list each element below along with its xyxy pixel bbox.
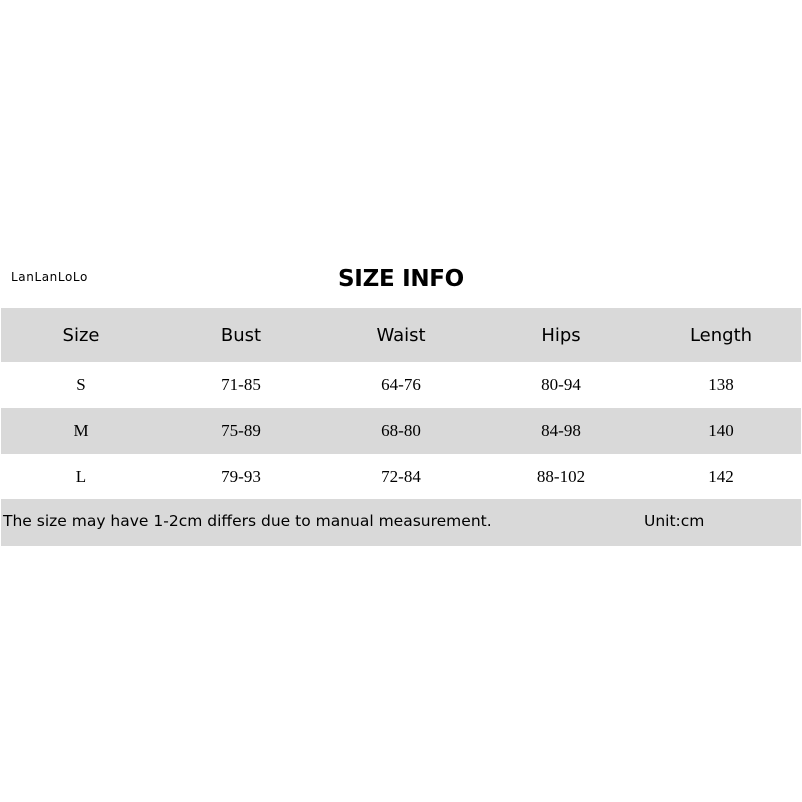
page-title: SIZE INFO bbox=[338, 266, 464, 292]
cell-waist: 68-80 bbox=[381, 421, 421, 440]
cell-hips: 88-102 bbox=[536, 467, 586, 486]
cell-length: 138 bbox=[708, 375, 734, 394]
footer-bar bbox=[1, 499, 801, 546]
brand-logo: LanLanLoLo bbox=[11, 270, 88, 284]
header-size: Size bbox=[62, 324, 100, 346]
table-header-row bbox=[1, 308, 801, 362]
cell-bust: 79-93 bbox=[221, 467, 261, 486]
cell-size: S bbox=[76, 375, 86, 394]
header-hips: Hips bbox=[541, 324, 581, 346]
table-row bbox=[1, 454, 801, 500]
table-row bbox=[1, 362, 801, 408]
cell-waist: 64-76 bbox=[381, 375, 421, 394]
cell-size: M bbox=[73, 421, 89, 440]
header-length: Length bbox=[689, 324, 753, 346]
cell-hips: 80-94 bbox=[541, 375, 581, 394]
cell-size: L bbox=[75, 467, 87, 486]
cell-length: 142 bbox=[708, 467, 734, 486]
size-table bbox=[1, 308, 801, 500]
cell-bust: 75-89 bbox=[221, 421, 261, 440]
cell-hips: 84-98 bbox=[541, 421, 581, 440]
cell-bust: 71-85 bbox=[221, 375, 261, 394]
table-row bbox=[1, 408, 801, 454]
unit-label: Unit:cm bbox=[644, 512, 705, 530]
measurement-note: The size may have 1-2cm differs due to manual measurement. bbox=[3, 512, 492, 530]
cell-length: 140 bbox=[708, 421, 734, 440]
cell-waist: 72-84 bbox=[381, 467, 421, 486]
header-waist: Waist bbox=[376, 324, 426, 346]
header-bust: Bust bbox=[220, 324, 262, 346]
